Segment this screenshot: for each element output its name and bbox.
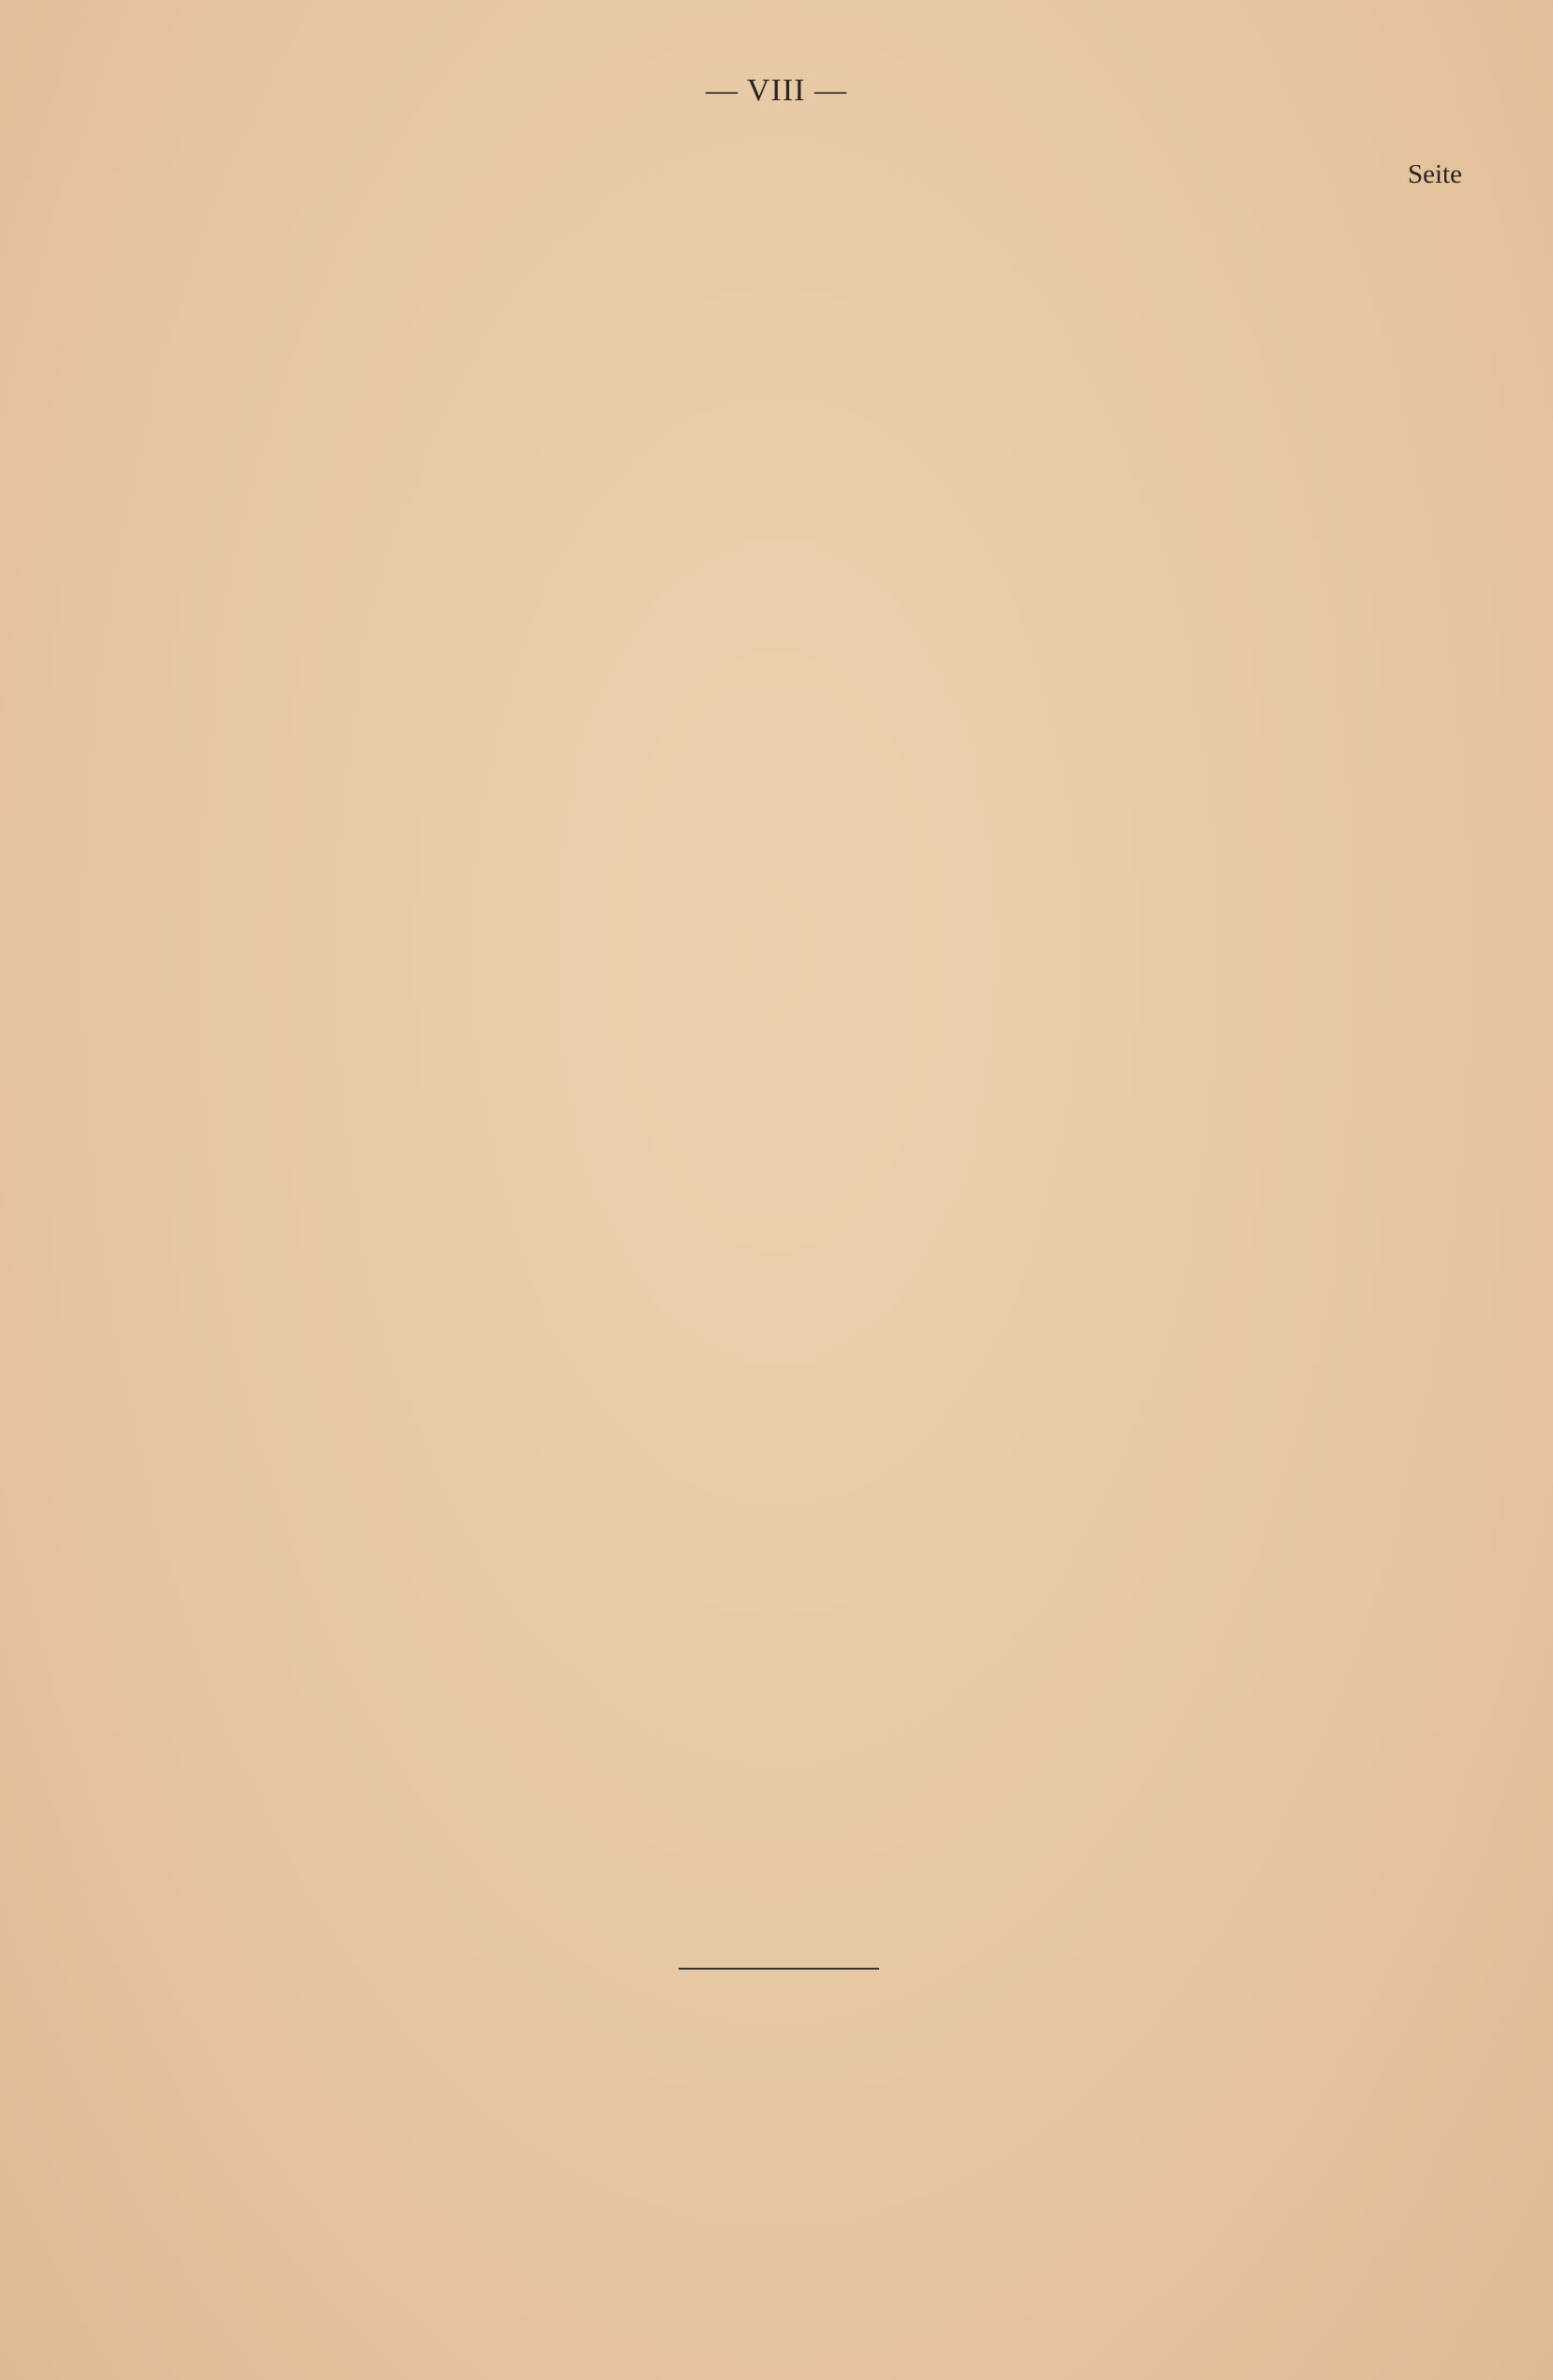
closing-rule: [679, 1968, 879, 1970]
page-number-header: — VIII —: [706, 73, 847, 108]
page-column-header: Seite: [1408, 159, 1462, 189]
